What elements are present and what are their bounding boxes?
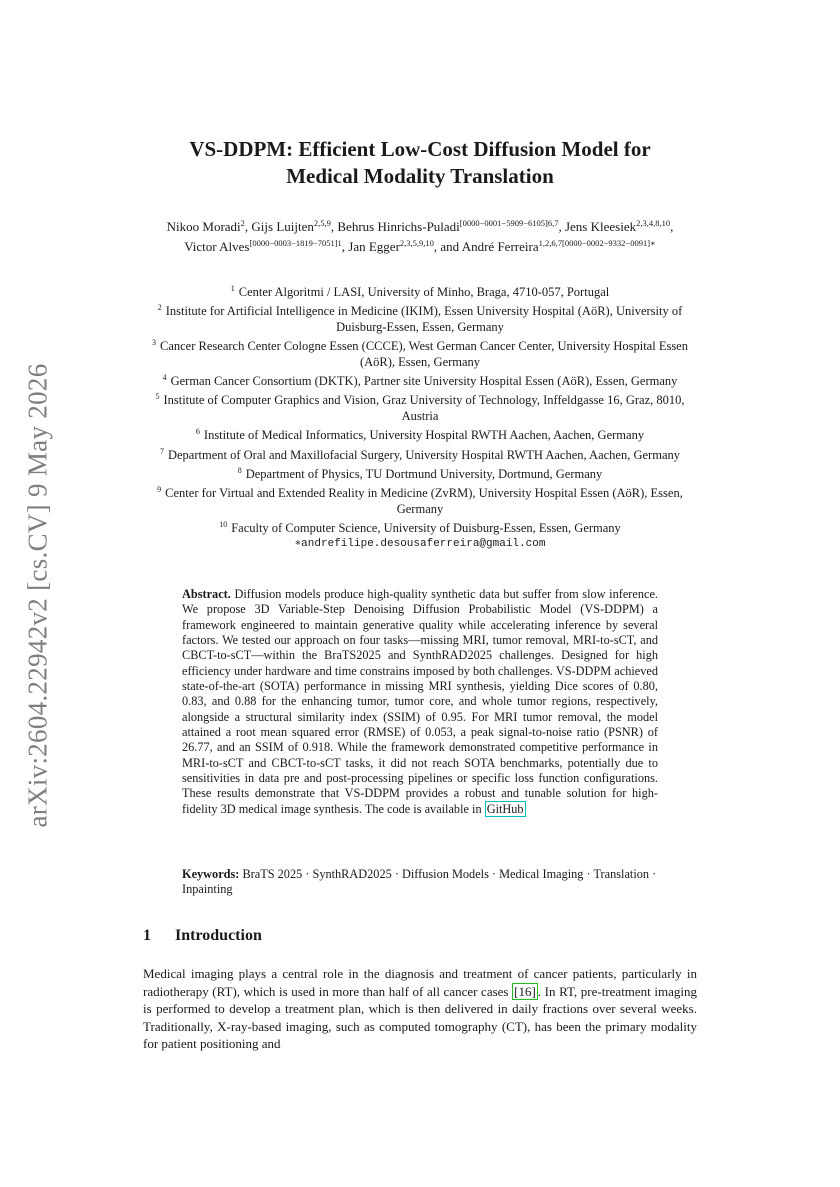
affiliation-text: Department of Physics, TU Dortmund University, Dortmund, Germany xyxy=(245,467,603,482)
keywords-text: BraTS 2025 · SynthRAD2025 · Diffusion Models · Medical Imaging · Translation · Inpainting xyxy=(182,867,657,897)
author-separator: , xyxy=(330,219,338,234)
section-number: 1 xyxy=(143,927,151,944)
section-title: Introduction xyxy=(175,927,262,944)
author-name: Nikoo Moradi xyxy=(166,219,241,234)
corresponding-email[interactable]: ∗andrefilipe.desousaferreira@gmail.com xyxy=(294,537,546,550)
affiliation-text: Institute of Computer Graphics and Vision, Graz University of Technology, Inffeldgasse 16, Graz, 8010, Austria xyxy=(163,393,685,423)
intro-text-part-2: . In RT, pre-treatment imaging is performed to develop a treatment plan, which is then delivered in daily fractions over several weeks. Traditionally, X-ray-based imaging, such as computed tomography (CT), has been the primary modality for patient positioning and xyxy=(143,983,698,1051)
author-name: Jan Egger xyxy=(348,239,400,254)
affiliation-item xyxy=(140,281,700,300)
author-affiliation-marks: 2,5,9 xyxy=(313,218,331,228)
author-affiliation-marks: 2,3,5,9,10 xyxy=(399,238,434,248)
affiliation-item xyxy=(140,335,700,370)
affiliation-number: 5 xyxy=(155,392,160,402)
keywords-label: Keywords: xyxy=(182,867,240,881)
affiliation-item xyxy=(140,300,700,335)
affiliation-item xyxy=(140,463,700,482)
affiliation-text: Center Algoritmi / LASI, University of Minho, Braga, 4710-057, Portugal xyxy=(238,285,610,299)
introduction-paragraph xyxy=(143,965,697,1053)
affiliation-item xyxy=(140,370,700,389)
arxiv-identifier: arXiv:2604.22942v2 [cs.CV] 9 May 2026 xyxy=(22,362,53,828)
github-link[interactable]: GitHub xyxy=(486,801,524,816)
author-name: Victor Alves xyxy=(184,239,250,254)
affiliation-number: 10 xyxy=(219,520,228,530)
title-line-2: Medical Modality Translation xyxy=(286,164,554,188)
author-affiliation-marks: [0000−0003−1819−7051]1 xyxy=(249,238,342,248)
author-affiliation-marks: [0000−0001−5909−6105]6,7 xyxy=(459,218,559,228)
affiliation-item xyxy=(140,424,700,443)
affiliation-item xyxy=(140,389,700,424)
affiliation-list xyxy=(140,281,700,552)
intro-text-part-1: Medical imaging plays a central role in the diagnosis and treatment of cancer patients, particularly in radiotherapy (RT), which is used in more than half of all cancer cases xyxy=(143,966,697,999)
affiliation-number: 4 xyxy=(162,373,167,383)
affiliation-text: German Cancer Consortium (DKTK), Partner site University Hospital Essen (AöR), Essen, Germany xyxy=(170,374,678,389)
affiliation-text: Institute of Medical Informatics, University Hospital RWTH Aachen, Aachen, Germany xyxy=(203,428,645,443)
paper-title xyxy=(0,136,840,190)
citation-link[interactable]: [16] xyxy=(514,983,536,999)
abstract-text: Diffusion models produce high-quality synthetic data but suffer from slow inference. We propose 3D Variable-Step Denoising Diffusion Probabilistic Model (VS-DDPM) a framework engineered to maintain generative quality while accelerating inference by several factors. We tested our approach on four tasks—missing MRI, tumor removal, MRI-to-sCT, and CBCT-to-sCT—within the BraTS2025 and SynthRAD2025 challenges. Designed for high efficiency under hardware and time constrains imposed by both challenges. VS-DDPM achieved state-of-the-art (SOTA) performance in missing MRI synthesis, yielding Dice scores of 0.80, 0.83, and 0.88 for the enhancing tumor, tumor core, and whole tumor regions, respectively, alongside a structural similarity index (SSIM) of 0.95. For MRI tumor removal, the model attained a root mean squared error (RMSE) of 0.053, a peak signal-to-noise ratio (PSNR) of 26.77, and an SSIM of 0.918. While the framework demonstrated competitive performance in MRI-to-sCT and CBCT-to-sCT tasks, it did not reach SOTA benchmarks, potentially due to sensitivities in data pre and post-processing pipelines or specific loss function configurations. These results demonstrate that VS-DDPM provides a robust and tunable solution for high-fidelity 3D medical image synthesis. The code is available in xyxy=(182,587,658,816)
abstract xyxy=(182,587,658,817)
affiliation-number: 3 xyxy=(152,338,156,348)
abstract-label: Abstract. xyxy=(182,587,231,601)
affiliation-text: Faculty of Computer Science, University of Duisburg-Essen, Essen, Germany xyxy=(231,521,621,536)
author-name: Behrus Hinrichs-Puladi xyxy=(337,219,460,234)
affiliation-number: 1 xyxy=(230,284,235,293)
author-name: Jens Kleesiek xyxy=(564,219,637,234)
author-list xyxy=(150,215,690,255)
affiliation-number: 6 xyxy=(195,427,200,437)
affiliation-number: 7 xyxy=(159,446,164,456)
author-separator: , xyxy=(244,219,252,234)
affiliation-text: Center for Virtual and Extended Reality in Medicine (ZvRM), University Hospital Essen (AöR), Essen, Germany xyxy=(165,486,683,516)
affiliation-text: Department of Oral and Maxillofacial Surgery, University Hospital RWTH Aachen, Aachen, Germany xyxy=(167,447,680,462)
author-name: Gijs Luijten xyxy=(251,219,314,234)
keywords xyxy=(182,867,658,898)
section-heading-introduction xyxy=(143,927,262,945)
title-line-1: VS-DDPM: Efficient Low-Cost Diffusion Model for xyxy=(189,137,651,161)
author-separator: , xyxy=(670,219,674,234)
author-affiliation-marks: 1,2,6,7[0000−0002−9332−0091]∗ xyxy=(538,238,656,248)
affiliation-item xyxy=(140,517,700,536)
affiliation-number: 8 xyxy=(237,466,242,476)
affiliation-number: 2 xyxy=(157,303,162,313)
affiliation-text: Institute for Artificial Intelligence in Medicine (IKIM), Essen University Hospital (AöR), University of Duisburg-Essen, Essen, Germany xyxy=(165,304,683,334)
author-separator: , xyxy=(558,219,565,234)
author-name: André Ferreira xyxy=(461,239,539,254)
author-affiliation-marks: 2 xyxy=(240,218,245,228)
affiliation-number: 9 xyxy=(157,485,162,495)
author-separator: , xyxy=(341,239,349,254)
author-separator: , and xyxy=(433,239,462,254)
affiliation-item xyxy=(140,444,700,463)
affiliation-item xyxy=(140,482,700,517)
affiliation-text: Cancer Research Center Cologne Essen (CCCE), West German Cancer Center, University Hospital Essen (AöR), Essen, Germany xyxy=(160,339,688,369)
author-affiliation-marks: 2,3,4,8,10 xyxy=(636,218,671,228)
arxiv-sidebar xyxy=(10,350,66,840)
